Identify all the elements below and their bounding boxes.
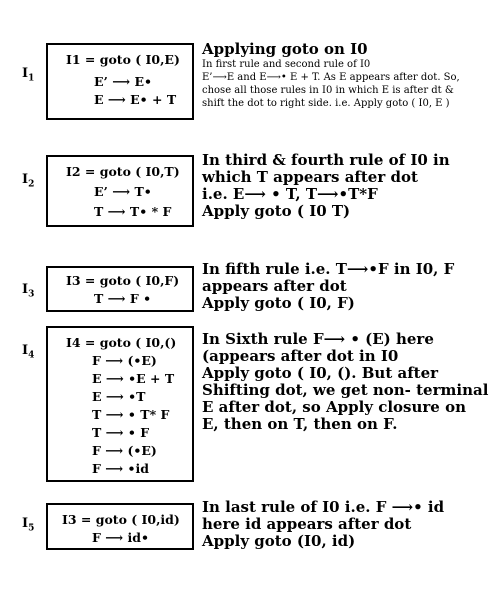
description-line: appears after dot <box>202 277 347 295</box>
description-line: chose all those rules in I0 in which E is after dt & <box>202 85 454 96</box>
description-line: Apply goto ( I0, (). But after <box>202 364 439 382</box>
box-rule: E’ ⟶ E• <box>94 74 153 89</box>
box-rule: F ⟶ (•E) <box>92 353 157 368</box>
description-line: Apply goto (I0, id) <box>202 532 356 550</box>
box-rule: I3 = goto ( I0,F) <box>66 273 180 288</box>
state-box-i3 <box>46 266 194 312</box>
description-line: In first rule and second rule of I0 <box>202 59 371 70</box>
description-line: here id appears after dot <box>202 515 412 533</box>
description-i3 <box>202 261 454 312</box>
description-title: Applying goto on I0 <box>202 40 368 58</box>
description-line: In Sixth rule F⟶ • (E) here <box>202 330 434 348</box>
description-line: E’⟶E and E⟶• E + T. As E appears after dot. So, <box>202 72 460 83</box>
state-box-i1 <box>46 43 194 120</box>
description-line: Apply goto ( I0, F) <box>202 294 355 312</box>
state-box-i4 <box>46 326 194 482</box>
description-line: Apply goto ( I0 T) <box>202 202 351 220</box>
box-rule: T ⟶ • T* F <box>92 407 170 422</box>
box-rule: I2 = goto ( I0,T) <box>66 164 180 179</box>
description-line: In fifth rule i.e. T⟶•F in I0, F <box>202 260 455 278</box>
description-line: i.e. E⟶ • T, T⟶•T*F <box>202 185 378 203</box>
description-i4 <box>202 331 488 433</box>
description-line: Shifting dot, we get non- terminal <box>202 381 489 399</box>
state-box-i2 <box>46 155 194 227</box>
box-rule: E ⟶ •E + T <box>92 371 175 386</box>
description-line: shift the dot to right side. i.e. Apply goto ( I0, E ) <box>202 98 450 109</box>
box-rule: E ⟶ E• + T <box>94 92 177 107</box>
description-i1 <box>202 41 460 110</box>
box-rule: E’ ⟶ T• <box>94 184 152 199</box>
box-rule: T ⟶ T• * F <box>94 204 172 219</box>
description-line: E after dot, so Apply closure on <box>202 398 466 416</box>
box-rule: T ⟶ F • <box>94 291 152 306</box>
box-rule: I3 = goto ( I0,id) <box>62 512 180 527</box>
box-rule: F ⟶ id• <box>92 530 149 545</box>
description-i2 <box>202 152 450 220</box>
state-label-i1: $I_1$ <box>22 66 35 84</box>
state-label-i3: $I_3$ <box>22 282 35 300</box>
state-box-i5 <box>46 503 194 550</box>
box-rule: F ⟶ •id <box>92 461 149 476</box>
description-line: which T appears after dot <box>202 168 418 186</box>
description-line: In third & fourth rule of I0 in <box>202 151 450 169</box>
state-label-i2: $I_2$ <box>22 172 35 190</box>
box-rule: T ⟶ • F <box>92 425 150 440</box>
description-line: E, then on T, then on F. <box>202 415 398 433</box>
box-rule: I4 = goto ( I0,() <box>66 335 177 350</box>
state-label-i4: $I_4$ <box>22 343 35 361</box>
description-i5 <box>202 499 444 550</box>
description-line: In last rule of I0 i.e. F ⟶• id <box>202 498 445 516</box>
box-rule: I1 = goto ( I0,E) <box>66 52 180 67</box>
description-line: (appears after dot in I0 <box>202 347 399 365</box>
state-label-i5: $I_5$ <box>22 516 35 534</box>
box-rule: F ⟶ (•E) <box>92 443 157 458</box>
box-rule: E ⟶ •T <box>92 389 146 404</box>
